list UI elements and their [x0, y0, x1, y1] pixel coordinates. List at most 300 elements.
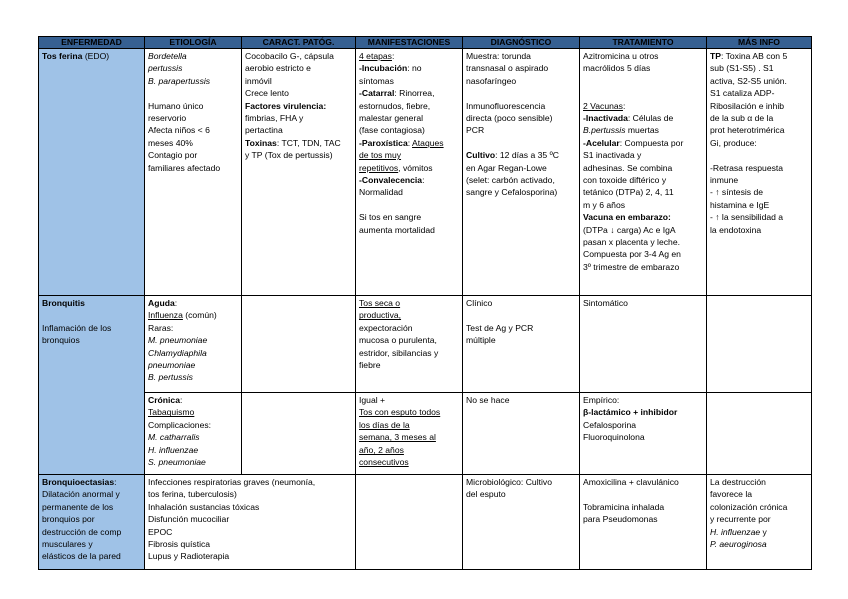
text-run: Inhalación sustancias tóxicas: [148, 501, 260, 512]
cell-line: [583, 62, 703, 74]
cell-line: [359, 87, 459, 99]
text-run: :: [622, 100, 626, 111]
cell-line: [245, 124, 352, 136]
text-run: nasofaríngeo: [466, 75, 517, 86]
text-run: S1 inactivada y: [583, 150, 642, 161]
text-run: destrucción de comp: [42, 526, 122, 537]
cell-line: [466, 50, 576, 62]
text-run: mucosa o purulenta,: [359, 335, 437, 346]
cell-line: [466, 100, 576, 112]
cell-line: [466, 174, 576, 186]
cell-line: [359, 186, 459, 198]
text-run: EPOC: [148, 526, 173, 537]
cell-line: [148, 149, 238, 161]
cell-line: [359, 50, 459, 62]
cell-line: [359, 456, 459, 468]
text-run: Ataques: [412, 137, 444, 148]
text-run: Disfunción mucociliar: [148, 514, 230, 525]
text-run: H. influenzae: [710, 526, 761, 537]
header-etiologia: ETIOLOGÍA: [145, 37, 242, 49]
text-run: - ↑ síntesis de: [710, 187, 764, 198]
text-run: y: [760, 526, 767, 537]
cell-line: [148, 431, 238, 443]
text-run: Afecta niños < 6: [148, 125, 210, 136]
text-run: Crece lento: [245, 88, 289, 99]
text-run: Compuesta por 3-4 Ag en: [583, 249, 681, 260]
text-run: : Compuesta por: [619, 137, 684, 148]
text-run: : Células de: [627, 113, 674, 123]
text-run: P. aeuroginosa: [710, 539, 767, 550]
cell-line: [710, 62, 808, 74]
text-run: meses 40%: [148, 137, 193, 148]
text-run: Tos seca o: [359, 298, 401, 308]
cell-line: [583, 261, 703, 273]
disease-table-sheet: [38, 36, 811, 570]
text-run: la endotoxina: [710, 224, 762, 235]
text-run: Clínico: [466, 298, 493, 308]
text-run: Fibrosis quística: [148, 539, 211, 550]
cell-caract-patog: [242, 296, 356, 393]
text-run: Igual +: [359, 395, 386, 405]
cell-tratamiento: [580, 296, 707, 393]
cell-line: [710, 224, 808, 236]
text-run: fiebre: [359, 360, 381, 371]
text-run: pasan x placenta y leche.: [583, 237, 680, 248]
cell-manifestaciones: [356, 296, 463, 393]
text-run: : Rinorrea,: [394, 88, 435, 99]
text-run: Cultivo: [466, 150, 496, 161]
cell-line: [466, 149, 576, 161]
text-run: Lupus y Radioterapia: [148, 551, 230, 562]
cell-line: [359, 394, 459, 406]
text-run: Tos ferina: [42, 51, 83, 61]
header-row: [39, 37, 812, 49]
cell-line: [710, 513, 808, 525]
text-run: Empírico:: [583, 395, 620, 405]
cell-line: [42, 322, 141, 334]
cell-line: [148, 359, 238, 371]
cell-line: [148, 137, 238, 149]
text-run: año, 2 años: [359, 444, 404, 455]
text-run: :: [174, 298, 178, 308]
cell-line: [710, 174, 808, 186]
cell-line: [148, 124, 238, 136]
cell-line: [710, 538, 808, 550]
cell-line: [245, 50, 352, 62]
text-run: favorece la: [710, 489, 753, 500]
text-run: en Agar Regan-Lowe: [466, 162, 547, 173]
text-run: : no: [407, 63, 422, 74]
cell-line: [359, 347, 459, 359]
cell-line: [583, 50, 703, 62]
cell-line: [148, 162, 238, 174]
text-run: permanente de los: [42, 501, 114, 512]
text-run: Tabaquismo: [148, 407, 195, 418]
cell-etiologia: [145, 49, 242, 296]
cell-manifestaciones: [356, 393, 463, 475]
text-run: Vacuna en embarazo:: [583, 212, 671, 223]
text-run: Inflamación de los: [42, 322, 112, 333]
cell-line: [42, 476, 141, 488]
text-run: Azitromicina u otros: [583, 51, 659, 61]
cell-manifestaciones: [356, 49, 463, 296]
cell-line: [583, 236, 703, 248]
cell-line: [148, 406, 238, 418]
cell-line: [466, 309, 576, 321]
cell-line: [466, 476, 576, 488]
text-run: con toxoide diftérico y: [583, 175, 667, 186]
text-run: :: [407, 137, 413, 148]
cell-line: [245, 137, 352, 149]
header-diagnostico: DIAGNÓSTICO: [463, 37, 580, 49]
cell-line: [583, 211, 703, 223]
text-run: S. pneumoniae: [148, 457, 206, 468]
text-run: aerobio estricto e: [245, 63, 311, 74]
text-run: síntomas: [359, 75, 394, 86]
text-run: transnasal o aspirado: [466, 63, 549, 74]
text-run: aumenta mortalidad: [359, 224, 435, 235]
cell-line: [710, 100, 808, 112]
cell-line: [583, 124, 703, 136]
cell-line: [148, 371, 238, 383]
cell-line: [583, 394, 703, 406]
text-run: adhesinas. Se combina: [583, 162, 673, 173]
cell-line: [583, 501, 703, 513]
cell-line: [466, 124, 576, 136]
cell-line: [359, 199, 459, 211]
cell-line: [583, 112, 703, 124]
text-run: TP: [710, 51, 721, 61]
cell-line: [148, 50, 238, 62]
cell-line: [148, 476, 352, 488]
cell-line: [359, 174, 459, 186]
text-run: -Acelular: [583, 137, 620, 148]
text-run: :: [180, 395, 183, 405]
text-run: estornudos, fiebre,: [359, 100, 431, 111]
cell-line: [583, 513, 703, 525]
cell-line: [245, 100, 352, 112]
cell-line: [148, 100, 238, 112]
header-enfermedad: ENFERMEDAD: [39, 37, 145, 49]
header-caract-patog: CARACT. PATÓG.: [242, 37, 356, 49]
cell-line: [583, 406, 703, 418]
cell-line: [583, 162, 703, 174]
cell-mas-info: [707, 393, 812, 475]
cell-line: [710, 112, 808, 124]
cell-caract-patog: [242, 393, 356, 475]
cell-line: [583, 248, 703, 260]
text-run: : 12 días a 35 ºC: [495, 150, 559, 161]
cell-line: [466, 162, 576, 174]
cell-line: [359, 124, 459, 136]
cell-diagnostico: [463, 475, 580, 570]
cell-line: [710, 501, 808, 513]
text-run: (EDO): [82, 51, 110, 61]
text-run: expectoración: [359, 322, 413, 333]
cell-manifestaciones: [356, 475, 463, 570]
text-run: bronquios: [42, 335, 80, 346]
cell-tratamiento: [580, 393, 707, 475]
cell-line: [710, 75, 808, 87]
row-bronquitis-aguda: [39, 296, 812, 393]
cell-line: [359, 75, 459, 87]
cell-line: [583, 297, 703, 309]
text-run: inmune: [710, 175, 739, 186]
cell-line: [148, 501, 352, 513]
header-mas-info: MÁS INFO: [707, 37, 812, 49]
row-bronquitis-cronica: [39, 393, 812, 475]
cell-enfermedad: [39, 296, 145, 475]
cell-mas-info: [707, 296, 812, 393]
cell-enfermedad: [39, 49, 145, 296]
text-run: histamina e IgE: [710, 199, 770, 210]
text-run: Aguda: [148, 298, 175, 308]
cell-line: [710, 199, 808, 211]
cell-line: [148, 513, 352, 525]
cell-line: [42, 513, 141, 525]
text-run: Dilatación anormal y: [42, 489, 120, 500]
cell-line: [710, 162, 808, 174]
text-run: :: [114, 477, 117, 487]
cell-tratamiento: [580, 49, 707, 296]
cell-line: [359, 406, 459, 418]
row-tos-ferina: [39, 49, 812, 296]
cell-line: [710, 488, 808, 500]
row-bronquioectasias: [39, 475, 812, 570]
text-run: -Catarral: [359, 88, 395, 99]
text-run: Sintomático: [583, 298, 628, 308]
text-run: Tobramicina inhalada: [583, 501, 665, 512]
cell-line: [42, 501, 141, 513]
text-run: Bordetella: [148, 51, 187, 61]
cell-caract-patog: [242, 49, 356, 296]
cell-line: [359, 149, 459, 161]
cell-line: [245, 149, 352, 161]
text-run: múltiple: [466, 335, 496, 346]
cell-line: [583, 100, 703, 112]
cell-line: [466, 137, 576, 149]
text-run: Toxinas: [245, 137, 277, 148]
text-run: (DTPa ↓ carga) Ac e IgA: [583, 224, 676, 235]
text-run: Amoxicilina + clavulánico: [583, 477, 679, 487]
cell-tratamiento: [580, 475, 707, 570]
cell-line: [359, 334, 459, 346]
text-run: Si tos en sangre: [359, 212, 422, 223]
cell-diagnostico: [463, 296, 580, 393]
cell-line: [359, 309, 459, 321]
cell-line: [359, 444, 459, 456]
text-run: estridor, sibilancias y: [359, 347, 439, 358]
text-run: Bronquitis: [42, 298, 85, 308]
text-run: Ribosilación e inhib: [710, 100, 785, 111]
cell-line: [148, 550, 352, 562]
cell-line: [245, 112, 352, 124]
text-run: elásticos de la pared: [42, 551, 121, 562]
cell-line: [148, 112, 238, 124]
text-run: H. influenzae: [148, 444, 199, 455]
cell-line: [710, 50, 808, 62]
cell-line: [466, 112, 576, 124]
cell-line: [583, 476, 703, 488]
cell-line: [42, 538, 141, 550]
cell-line: [359, 62, 459, 74]
cell-enfermedad: [39, 475, 145, 570]
cell-line: [583, 488, 703, 500]
text-run: Chlamydiaphila: [148, 347, 207, 358]
cell-etiologia: [145, 393, 242, 475]
cell-line: [710, 476, 808, 488]
text-run: repetitivos: [359, 162, 399, 173]
text-run: B. parapertussis: [148, 75, 211, 86]
cell-line: [148, 334, 238, 346]
cell-line: [42, 309, 141, 321]
text-run: macrólidos 5 días: [583, 63, 651, 74]
cell-line: [245, 62, 352, 74]
text-run: La destrucción: [710, 477, 766, 487]
cell-line: [148, 297, 238, 309]
text-run: Infecciones respiratorias graves (neumonía,: [148, 477, 316, 487]
cell-line: [466, 322, 576, 334]
text-run: musculares y: [42, 539, 93, 550]
cell-line: [466, 394, 576, 406]
cell-line: [359, 419, 459, 431]
text-run: 3º trimestre de embarazo: [583, 261, 680, 272]
text-run: -Convalecencia: [359, 175, 423, 186]
text-run: Humano único: [148, 100, 204, 111]
cell-etiologia: [145, 475, 356, 570]
cell-line: [466, 297, 576, 309]
cell-line: [148, 62, 238, 74]
cell-line: [583, 149, 703, 161]
cell-line: [245, 75, 352, 87]
cell-line: [42, 50, 141, 62]
text-run: Contagio por: [148, 150, 198, 161]
text-run: B.pertussis: [583, 125, 626, 136]
cell-line: [583, 137, 703, 149]
cell-line: [466, 334, 576, 346]
cell-line: [710, 186, 808, 198]
cell-line: [359, 322, 459, 334]
cell-line: [466, 186, 576, 198]
text-run: colonización crónica: [710, 501, 788, 512]
header-manifestaciones: MANIFESTACIONES: [356, 37, 463, 49]
text-run: B. pertussis: [148, 372, 193, 383]
text-run: : Toxina AB con 5: [720, 51, 788, 61]
text-run: - ↑ la sensibilidad a: [710, 212, 784, 223]
text-run: prot heterotrimérica: [710, 125, 785, 136]
cell-line: [148, 526, 352, 538]
text-run: familiares afectado: [148, 162, 221, 173]
text-run: -Inactivada: [583, 113, 628, 123]
text-run: -Retrasa respuesta: [710, 162, 784, 173]
text-run: pneumoniae: [148, 360, 196, 371]
text-run: Inmunofluorescencia: [466, 100, 546, 111]
cell-line: [148, 394, 238, 406]
cell-diagnostico: [463, 49, 580, 296]
cell-line: [148, 456, 238, 468]
cell-line: [148, 347, 238, 359]
text-run: directa (poco sensible): [466, 113, 553, 124]
cell-line: [148, 75, 238, 87]
cell-line: [583, 75, 703, 87]
cell-line: [710, 124, 808, 136]
text-run: y recurrente por: [710, 514, 771, 525]
text-run: Tos con esputo todos: [359, 407, 441, 418]
text-run: Fluoroquinolona: [583, 432, 645, 443]
text-run: Cocobacilo G-, cápsula: [245, 51, 334, 61]
text-run: 2 Vacunas: [583, 100, 623, 111]
text-run: Factores virulencia:: [245, 100, 327, 111]
text-run: productiva,: [359, 310, 402, 321]
cell-line: [466, 87, 576, 99]
cell-diagnostico: [463, 393, 580, 475]
text-run: , vómitos: [398, 162, 433, 173]
cell-line: [710, 149, 808, 161]
cell-line: [583, 87, 703, 99]
cell-line: [359, 162, 459, 174]
text-run: y TP (Tox de pertussis): [245, 150, 333, 161]
cell-line: [42, 526, 141, 538]
text-run: sangre y Cefalosporina): [466, 187, 558, 198]
text-run: S1 cataliza ADP-: [710, 88, 775, 99]
text-run: Crónica: [148, 395, 180, 405]
cell-line: [359, 224, 459, 236]
cell-line: [359, 297, 459, 309]
text-run: Raras:: [148, 322, 174, 333]
text-run: Bronquioectasias: [42, 477, 115, 487]
cell-line: [359, 112, 459, 124]
cell-line: [710, 87, 808, 99]
text-run: pertactina: [245, 125, 283, 136]
cell-line: [42, 550, 141, 562]
cell-line: [359, 211, 459, 223]
text-run: inmóvil: [245, 75, 272, 86]
cell-line: [710, 526, 808, 538]
cell-line: [583, 199, 703, 211]
text-run: Gi, produce:: [710, 137, 757, 148]
cell-line: [42, 297, 141, 309]
text-run: sub (S1-S5) . S1: [710, 63, 774, 74]
cell-etiologia: [145, 296, 242, 393]
text-run: del esputo: [466, 489, 506, 500]
text-run: activa, S2-S5 unión.: [710, 75, 787, 86]
text-run: consecutivos: [359, 457, 409, 468]
cell-line: [710, 137, 808, 149]
cell-line: [148, 444, 238, 456]
text-run: M. pneumoniae: [148, 335, 208, 346]
cell-line: [583, 186, 703, 198]
text-run: para Pseudomonas: [583, 514, 658, 525]
cell-line: [583, 431, 703, 443]
header-tratamiento: TRATAMIENTO: [580, 37, 707, 49]
text-run: :: [422, 175, 425, 186]
cell-line: [148, 322, 238, 334]
text-run: los días de la: [359, 419, 410, 430]
text-run: tetánico (DTPa) 2, 4, 11: [583, 187, 674, 198]
cell-line: [42, 334, 141, 346]
text-run: Normalidad: [359, 187, 403, 198]
text-run: 4 etapas: [359, 51, 392, 61]
text-run: Test de Ag y PCR: [466, 322, 534, 333]
text-run: semana, 3 meses al: [359, 432, 436, 443]
cell-line: [42, 488, 141, 500]
text-run: muertas: [625, 125, 659, 136]
text-run: -Paroxística: [359, 137, 408, 148]
text-run: de tos muy: [359, 150, 402, 161]
text-run: : TCT, TDN, TAC: [276, 137, 341, 148]
text-run: M. catharralis: [148, 432, 200, 443]
text-run: (fase contagiosa): [359, 125, 425, 136]
